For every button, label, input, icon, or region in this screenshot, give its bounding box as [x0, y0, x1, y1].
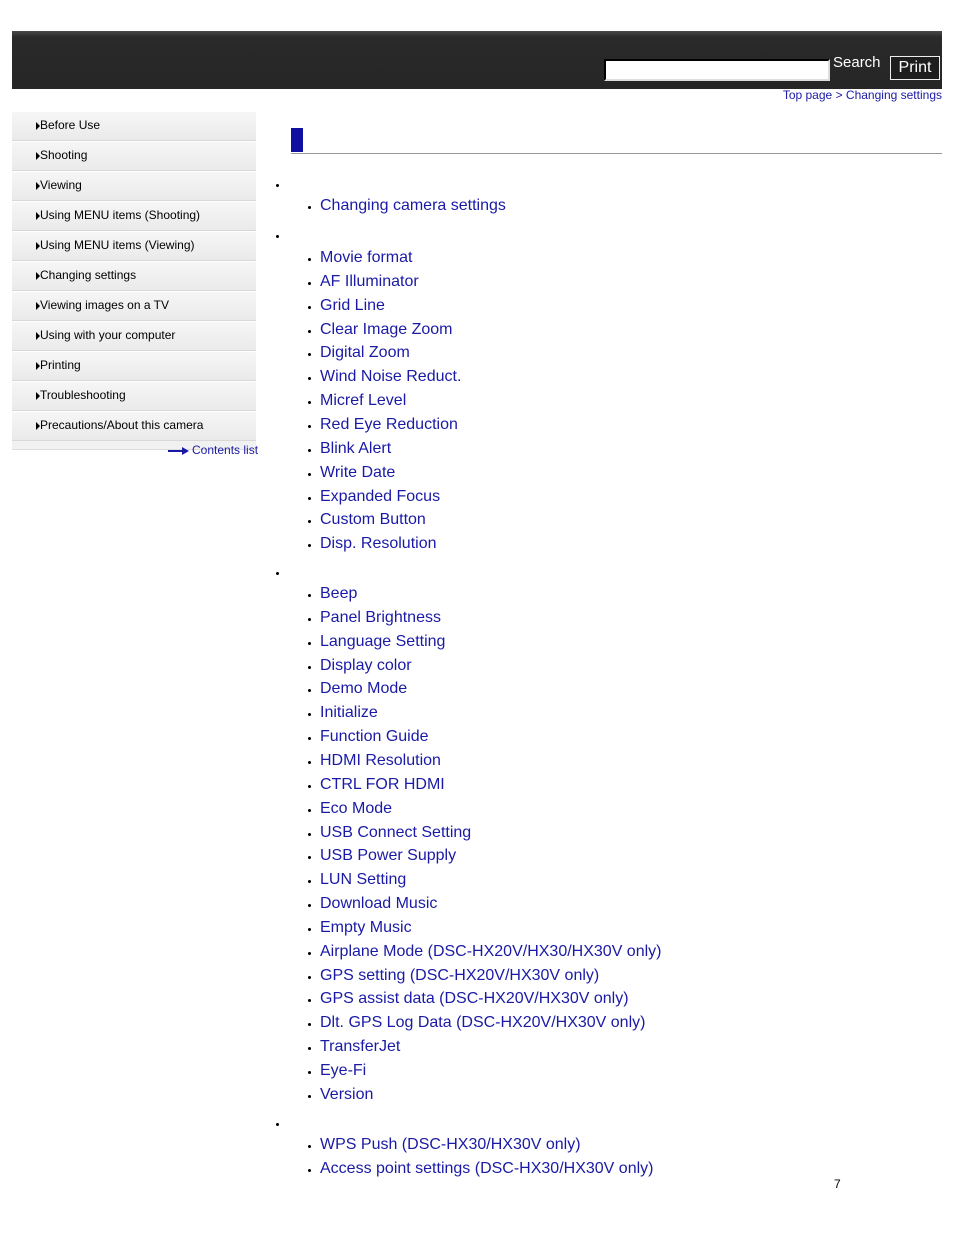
caret-right-icon — [36, 392, 40, 400]
contents-list-link[interactable] — [168, 443, 258, 457]
list-bullet — [308, 809, 311, 812]
setting-link-label: Display color — [320, 656, 412, 674]
section-bullet — [276, 1123, 280, 1127]
list-bullet — [308, 833, 311, 836]
list-bullet — [308, 497, 311, 500]
setting-link[interactable] — [320, 847, 456, 865]
list-bullet — [308, 999, 311, 1002]
setting-link[interactable] — [320, 680, 407, 698]
list-bullet — [308, 976, 311, 979]
arrow-right-icon — [168, 446, 190, 456]
sidebar-item-label: Shooting — [40, 148, 88, 162]
list-bullet — [308, 330, 311, 333]
caret-right-icon — [36, 212, 40, 220]
list-bullet — [308, 1047, 311, 1050]
search-input[interactable] — [604, 59, 830, 81]
page-title-marker — [291, 128, 303, 152]
list-bullet — [308, 258, 311, 261]
setting-link[interactable] — [320, 488, 440, 506]
setting-link-label: Grid Line — [320, 296, 385, 314]
list-bullet — [308, 713, 311, 716]
setting-link-label: Write Date — [320, 463, 396, 481]
setting-link-label: Demo Mode — [320, 680, 408, 698]
setting-link-label: Wind Noise Reduct. — [320, 368, 462, 386]
sidebar-item-label: Troubleshooting — [40, 388, 126, 402]
setting-link[interactable] — [320, 440, 391, 458]
caret-right-icon — [36, 242, 40, 250]
setting-link-label: Download Music — [320, 895, 438, 913]
sidebar-item-label: Using MENU items (Viewing) — [40, 238, 195, 252]
setting-link[interactable] — [320, 464, 395, 482]
search-button[interactable]: Search — [833, 54, 881, 71]
caret-right-icon — [36, 332, 40, 340]
setting-link[interactable] — [320, 249, 412, 267]
setting-link[interactable] — [320, 895, 437, 913]
setting-link[interactable] — [320, 919, 412, 937]
setting-link[interactable] — [320, 321, 453, 339]
setting-link-label: Eco Mode — [320, 799, 393, 817]
list-bullet — [308, 377, 311, 380]
setting-link-label: Language Setting — [320, 632, 446, 650]
setting-link[interactable] — [320, 1062, 366, 1080]
list-bullet — [308, 520, 311, 523]
sidebar-item[interactable] — [12, 171, 256, 201]
sidebar-item-label: Changing settings — [40, 268, 137, 282]
setting-link[interactable] — [320, 1038, 400, 1056]
print-button[interactable]: Print — [890, 56, 940, 80]
section-bullet — [276, 572, 280, 576]
title-divider — [291, 153, 942, 154]
sidebar-item[interactable] — [12, 201, 256, 231]
setting-link-label: Clear Image Zoom — [320, 320, 453, 338]
contents-list-label: Contents list — [192, 443, 259, 457]
sidebar-item-label: Using MENU items (Shooting) — [40, 208, 201, 222]
setting-link[interactable] — [320, 511, 426, 529]
setting-link[interactable] — [320, 824, 471, 842]
setting-link-label: Access point settings (DSC-HX30/HX30V only) — [320, 1159, 654, 1177]
setting-link[interactable] — [320, 704, 378, 722]
setting-link-label: GPS assist data (DSC-HX20V/HX30V only) — [320, 990, 629, 1008]
list-bullet — [308, 425, 311, 428]
list-bullet — [308, 880, 311, 883]
list-bullet — [308, 1023, 311, 1026]
setting-link-label: LUN Setting — [320, 871, 407, 889]
page-number: 7 — [834, 1177, 841, 1191]
setting-link-label: Airplane Mode (DSC-HX20V/HX30/HX30V only) — [320, 942, 662, 960]
caret-right-icon — [36, 152, 40, 160]
setting-link-label: Empty Music — [320, 918, 412, 936]
caret-right-icon — [36, 362, 40, 370]
sidebar-item-label: Precautions/About this camera — [40, 418, 204, 432]
sidebar-nav — [12, 111, 256, 450]
section-bullet — [276, 184, 280, 188]
setting-link-label: HDMI Resolution — [320, 751, 441, 769]
list-bullet — [308, 952, 311, 955]
breadcrumb-top-page[interactable]: Top page — [782, 88, 833, 102]
setting-link[interactable] — [320, 585, 357, 603]
setting-link[interactable] — [320, 535, 437, 553]
setting-link[interactable] — [320, 1014, 645, 1032]
setting-link[interactable] — [320, 609, 441, 627]
setting-link-label: Dlt. GPS Log Data (DSC-HX20V/HX30V only) — [320, 1014, 646, 1032]
setting-link[interactable] — [320, 392, 406, 410]
setting-link[interactable] — [320, 990, 629, 1008]
list-bullet — [308, 282, 311, 285]
setting-link-label: Function Guide — [320, 728, 429, 746]
setting-link[interactable] — [320, 344, 410, 362]
list-bullet — [308, 544, 311, 547]
setting-link-label: Panel Brightness — [320, 608, 441, 626]
setting-link-label: Blink Alert — [320, 439, 392, 457]
setting-link[interactable] — [320, 871, 406, 889]
list-bullet — [308, 353, 311, 356]
list-bullet — [308, 618, 311, 621]
breadcrumb-current[interactable]: Changing settings — [845, 88, 942, 102]
list-bullet — [308, 594, 311, 597]
setting-link-label: Micref Level — [320, 392, 407, 410]
setting-link-label: GPS setting (DSC-HX20V/HX30V only) — [320, 966, 600, 984]
setting-link-label: Red Eye Reduction — [320, 415, 458, 433]
sidebar-item-label: Viewing images on a TV — [40, 298, 169, 312]
list-bullet — [308, 206, 311, 209]
setting-link[interactable] — [320, 1086, 373, 1104]
list-bullet — [308, 785, 311, 788]
setting-link-label: Custom Button — [320, 511, 426, 529]
setting-link[interactable] — [320, 416, 458, 434]
list-bullet — [308, 689, 311, 692]
setting-link[interactable] — [320, 943, 661, 961]
list-bullet — [308, 401, 311, 404]
setting-link-label: Disp. Resolution — [320, 535, 437, 553]
sidebar-item[interactable] — [12, 231, 256, 261]
caret-right-icon — [36, 182, 40, 190]
setting-link[interactable] — [320, 197, 506, 215]
sidebar-item-label: Using with your computer — [40, 328, 176, 342]
setting-link-label: Initialize — [320, 704, 378, 722]
setting-link[interactable] — [320, 633, 445, 651]
list-bullet — [308, 737, 311, 740]
sidebar-item[interactable] — [12, 111, 256, 141]
setting-link-label: Eye-Fi — [320, 1062, 367, 1079]
setting-link-label: Beep — [320, 585, 358, 602]
setting-link-label: WPS Push (DSC-HX30/HX30V only) — [320, 1136, 581, 1153]
setting-link[interactable] — [320, 967, 599, 985]
caret-right-icon — [36, 422, 40, 430]
list-bullet — [308, 761, 311, 764]
sidebar-item[interactable] — [12, 321, 256, 351]
list-bullet — [308, 306, 311, 309]
list-bullet — [308, 1095, 311, 1098]
setting-link-label: TransferJet — [320, 1038, 401, 1056]
list-bullet — [308, 666, 311, 669]
setting-link-label: Changing camera settings — [320, 197, 506, 214]
setting-link[interactable] — [320, 1136, 581, 1154]
setting-link[interactable] — [320, 297, 385, 315]
sidebar-item[interactable] — [12, 351, 256, 381]
sidebar-item[interactable] — [12, 411, 256, 441]
breadcrumb — [783, 88, 942, 102]
sidebar-item[interactable] — [12, 381, 256, 411]
breadcrumb-separator: > — [835, 88, 843, 102]
sidebar-item[interactable] — [12, 141, 256, 171]
list-bullet — [308, 1071, 311, 1074]
section-bullet — [276, 235, 280, 239]
setting-link[interactable] — [320, 368, 461, 386]
setting-link-label: USB Power Supply — [320, 847, 457, 865]
setting-link[interactable] — [320, 776, 445, 794]
sidebar-item-label: Printing — [40, 358, 81, 372]
caret-right-icon — [36, 272, 40, 280]
list-bullet — [308, 856, 311, 859]
list-bullet — [308, 928, 311, 931]
list-bullet — [308, 1145, 311, 1148]
setting-link-label: Digital Zoom — [320, 344, 410, 362]
list-bullet — [308, 449, 311, 452]
setting-link[interactable] — [320, 657, 412, 675]
list-bullet — [308, 473, 311, 476]
list-bullet — [308, 642, 311, 645]
setting-link-label: Version — [320, 1085, 374, 1103]
setting-link[interactable] — [320, 728, 429, 746]
setting-link-label: AF Illuminator — [320, 272, 419, 290]
setting-link[interactable] — [320, 1160, 653, 1178]
sidebar-item[interactable] — [12, 291, 256, 321]
setting-link-label: Movie format — [320, 249, 413, 266]
list-bullet — [308, 904, 311, 907]
setting-link-label: Expanded Focus — [320, 487, 441, 505]
sidebar-item[interactable] — [12, 261, 256, 291]
caret-right-icon — [36, 122, 40, 130]
sidebar-item-label: Before Use — [40, 118, 101, 132]
setting-link-label: CTRL FOR HDMI — [320, 775, 445, 793]
caret-right-icon — [36, 302, 40, 310]
sidebar-item-label: Viewing — [40, 178, 82, 192]
setting-link[interactable] — [320, 273, 419, 291]
list-bullet — [308, 1169, 311, 1172]
setting-link-label: USB Connect Setting — [320, 823, 472, 841]
setting-link[interactable] — [320, 800, 392, 818]
setting-link[interactable] — [320, 752, 441, 770]
